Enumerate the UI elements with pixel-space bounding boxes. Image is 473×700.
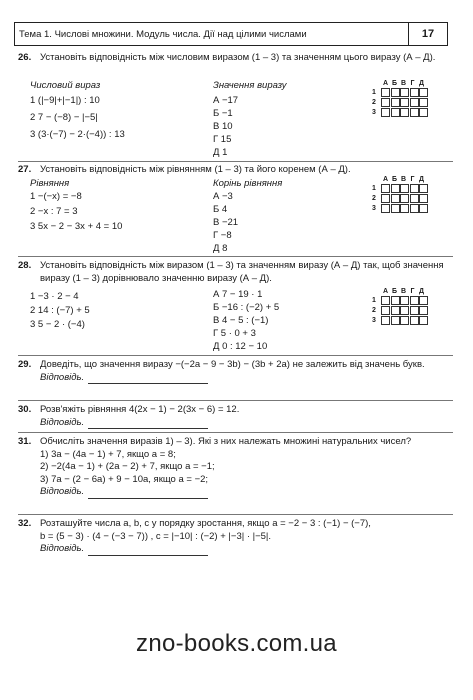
task-text-cont: b = (5 − 3) · (4 − (−3 − 7)) , c = |−10| : (−2) + |−3| · |−5|. (40, 530, 272, 542)
answer-cell[interactable] (381, 184, 390, 193)
task-item: 1) 3a − (4a − 1) + 7, якщо a = 8; (40, 448, 176, 460)
left-item: 3 5 − 2 · (−4) (30, 319, 85, 330)
right-item: А 7 − 19 · 1 (213, 289, 263, 300)
task-number: 29. (18, 359, 32, 370)
answer-cell[interactable] (391, 184, 400, 193)
right-column-title: Корінь рівняння (213, 178, 283, 189)
answer-cell[interactable] (400, 306, 409, 315)
answer-grid: А Б В Г Д 1 2 3 (372, 288, 429, 325)
answer-line[interactable] (88, 428, 208, 429)
divider (18, 432, 453, 433)
answer-cell[interactable] (381, 204, 390, 213)
answer-cell[interactable] (419, 204, 428, 213)
answer-cell[interactable] (381, 88, 390, 97)
answer-cell[interactable] (400, 296, 409, 305)
right-item: Г 5 · 0 + 3 (213, 328, 256, 339)
answer-cell[interactable] (410, 98, 419, 107)
right-item: Б −16 : (−2) + 5 (213, 302, 280, 313)
answer-cell[interactable] (381, 296, 390, 305)
answer-line[interactable] (88, 555, 208, 556)
task-item: 2) −2(4a − 1) + (2a − 2) + 7, якщо a = −1; (40, 461, 215, 472)
answer-cell[interactable] (410, 108, 419, 117)
answer-cell[interactable] (400, 204, 409, 213)
answer-cell[interactable] (391, 88, 400, 97)
task-28 (18, 260, 456, 285)
task-text: Установіть відповідність між рівнянням (1 – 3) та його коренем (А – Д). (40, 164, 351, 175)
answer-cell[interactable] (410, 296, 419, 305)
right-item: Г −8 (213, 230, 232, 241)
answer-cell[interactable] (391, 108, 400, 117)
task-number: 31. (18, 436, 32, 447)
right-column-title: Значення виразу (213, 80, 287, 91)
left-column-title: Числовий вираз (30, 80, 101, 91)
task-text: Розташуйте числа a, b, c у порядку зростання, якщо a = −2 − 3 : (−1) − (−7), (40, 518, 371, 529)
answer-cell[interactable] (419, 306, 428, 315)
answer-cell[interactable] (400, 316, 409, 325)
answer-cell[interactable] (419, 194, 428, 203)
answer-line[interactable] (88, 383, 208, 384)
divider (18, 256, 453, 257)
answer-cell[interactable] (381, 194, 390, 203)
answer-cell[interactable] (381, 108, 390, 117)
answer-cell[interactable] (419, 108, 428, 117)
right-item: Д 0 : 12 − 10 (213, 341, 268, 352)
left-column-title: Рівняння (30, 178, 70, 189)
answer-cell[interactable] (391, 204, 400, 213)
task-text: Установіть відповідність між числовим виразом (1 – 3) та значенням цього виразу (А – Д). (40, 52, 436, 63)
answer-cell[interactable] (391, 194, 400, 203)
right-item: Б −1 (213, 108, 233, 119)
divider (18, 161, 453, 162)
left-item: 2 14 : (−7) + 5 (30, 305, 90, 316)
answer-cell[interactable] (400, 98, 409, 107)
task-number: 27. (18, 164, 32, 175)
answer-cell[interactable] (410, 194, 419, 203)
answer-cell[interactable] (419, 98, 428, 107)
answer-label: Відповідь. (40, 543, 85, 554)
answer-cell[interactable] (419, 296, 428, 305)
task-item: 3) 7a − (2 − 6a) + 9 − 10a, якщо a = −2; (40, 473, 209, 485)
answer-cell[interactable] (410, 316, 419, 325)
page-number: 17 (408, 23, 447, 45)
task-text: Розв'яжіть рівняння 4(2x − 1) − 2(3x − 6) = 12. (40, 404, 240, 415)
answer-cell[interactable] (419, 88, 428, 97)
right-item: Д 1 (213, 147, 228, 158)
task-text: Обчисліть значення виразів 1) – 3). Які з них належать множині натуральних чисел? (40, 436, 412, 447)
left-item: 3 (3·(−7) − 2·(−4)) : 13 (30, 129, 125, 140)
divider (18, 514, 453, 515)
task-text: Установіть відповідність між виразом (1 – 3) та значенням виразу (А – Д) так, щоб значення виразу (1 – 3) дорівнювало значенню виразу (А – Д). (40, 260, 444, 284)
right-item: Г 15 (213, 134, 232, 145)
right-item: А −3 (213, 191, 233, 202)
answer-grid: А Б В Г Д 1 2 3 (372, 176, 429, 213)
left-item: 2 7 − (−8) − |−5| (30, 112, 98, 123)
left-item: 1 (|−9|+|−1|) : 10 (30, 95, 100, 106)
task-27 (18, 164, 456, 177)
right-item: В 4 − 5 : (−1) (213, 315, 269, 326)
task-29 (18, 359, 456, 384)
answer-cell[interactable] (419, 316, 428, 325)
divider (18, 400, 453, 401)
answer-cell[interactable] (400, 88, 409, 97)
answer-cell[interactable] (381, 98, 390, 107)
answer-cell[interactable] (410, 184, 419, 193)
answer-line[interactable] (88, 498, 208, 499)
task-30 (18, 404, 456, 429)
answer-cell[interactable] (391, 306, 400, 315)
right-item: Д 8 (213, 243, 228, 254)
answer-cell[interactable] (391, 98, 400, 107)
left-item: 1 −(−x) = −8 (30, 191, 82, 202)
answer-label: Відповідь. (40, 371, 85, 383)
answer-cell[interactable] (391, 296, 400, 305)
task-26 (18, 52, 456, 65)
watermark: zno-books.com.ua (136, 630, 337, 657)
task-32 (18, 518, 456, 556)
left-item: 2 −x : 7 = 3 (30, 206, 78, 217)
task-number: 30. (18, 404, 32, 415)
answer-cell[interactable] (410, 204, 419, 213)
task-number: 32. (18, 518, 32, 529)
right-item: А −17 (213, 95, 239, 106)
answer-cell[interactable] (400, 108, 409, 117)
task-text: Доведіть, що значення виразу −(−2a − 9 − 3b) − (3b + 2a) не залежить від значень букв. (40, 359, 425, 370)
task-number: 26. (18, 52, 32, 63)
answer-cell[interactable] (410, 306, 419, 315)
answer-cell[interactable] (400, 194, 409, 203)
answer-grid: А Б В Г Д 1 2 3 (372, 80, 429, 117)
answer-cell[interactable] (381, 316, 390, 325)
answer-cell[interactable] (419, 184, 428, 193)
page-header (14, 22, 448, 46)
right-item: В 10 (213, 121, 233, 132)
header-title: Тема 1. Числові множини. Модуль числа. Дії над цілими числами (19, 28, 307, 40)
answer-cell[interactable] (381, 306, 390, 315)
answer-cell[interactable] (391, 316, 400, 325)
right-item: В −21 (213, 217, 239, 228)
answer-cell[interactable] (410, 88, 419, 97)
answer-label: Відповідь. (40, 416, 85, 428)
divider (18, 355, 453, 356)
task-31 (18, 436, 456, 499)
answer-label: Відповідь. (40, 486, 85, 497)
answer-cell[interactable] (400, 184, 409, 193)
task-number: 28. (18, 260, 32, 271)
right-item: Б 4 (213, 204, 228, 215)
left-item: 3 5x − 2 − 3x + 4 = 10 (30, 221, 123, 232)
left-item: 1 −3 · 2 − 4 (30, 291, 79, 302)
